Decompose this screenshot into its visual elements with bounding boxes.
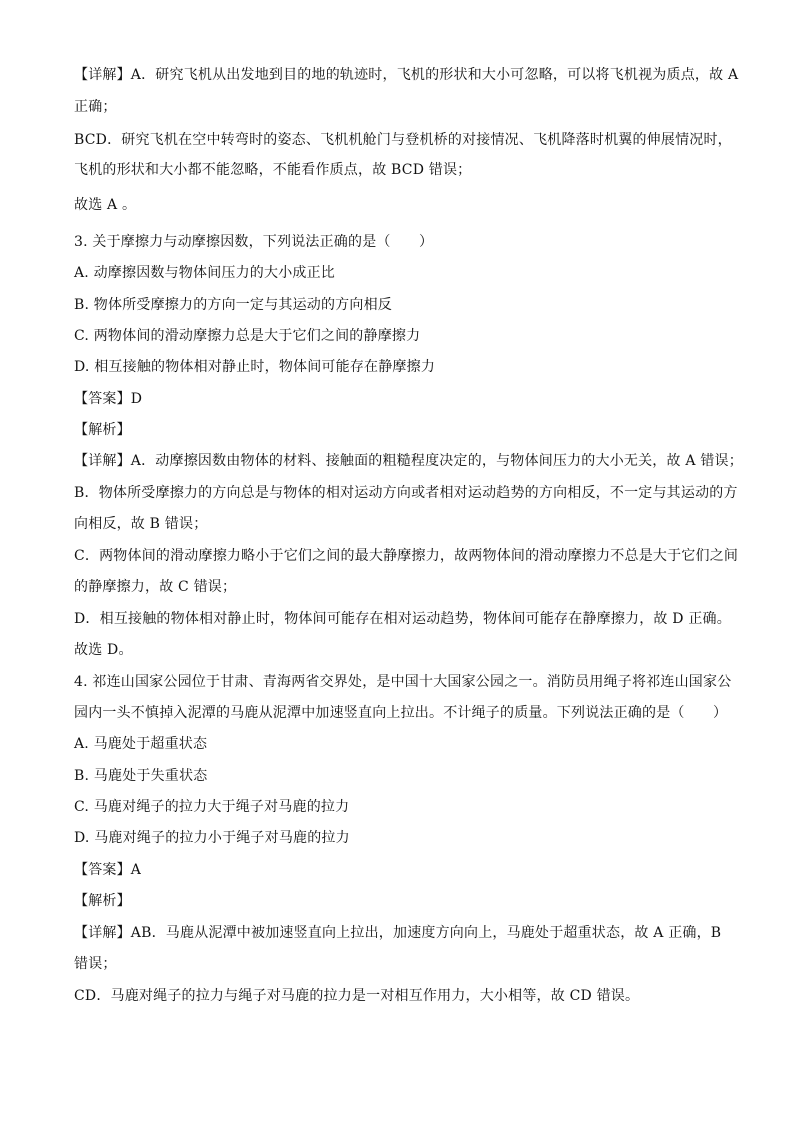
conclusion-line: 故选 D。 <box>74 642 133 658</box>
explanation-line: 【详解】A．研究飞机从出发地到目的地的轨迹时，飞机的形状和大小可忽略，可以将飞机视为质点，故 A <box>74 67 739 83</box>
explanation-line: C．两物体间的滑动摩擦力略小于它们之间的最大静摩擦力，故两物体间的滑动摩擦力不总是大于它们之间 <box>74 548 739 564</box>
question-3-option-c: C. 两物体间的滑动摩擦力总是大于它们之间的静摩擦力 <box>74 328 421 344</box>
conclusion-line: 故选 A 。 <box>74 197 137 213</box>
explanation-line: 的静摩擦力，故 C 错误； <box>74 579 237 595</box>
answer-label: 【答案】D <box>74 391 143 407</box>
explanation-line: 向相反，故 B 错误； <box>74 516 208 532</box>
question-4-stem: 4. 祁连山国家公园位于甘肃、青海两省交界处，是中国十大国家公园之一。消防员用绳子将祁连山国家公 <box>74 674 732 690</box>
question-4-option-b: B. 马鹿处于失重状态 <box>74 768 208 784</box>
explanation-line: 正确； <box>74 99 117 115</box>
question-4-option-a: A. 马鹿处于超重状态 <box>74 736 208 752</box>
analysis-label: 【解析】 <box>74 893 131 909</box>
explanation-line: 【详解】A．动摩擦因数由物体的材料、接触面的粗糙程度决定的，与物体间压力的大小无关，故 A 错误； <box>74 453 743 469</box>
question-3-option-d: D. 相互接触的物体相对静止时，物体间可能存在静摩擦力 <box>74 359 436 375</box>
question-3-option-b: B. 物体所受摩擦力的方向一定与其运动的方向相反 <box>74 297 392 313</box>
question-3-stem: 3. 关于摩擦力与动摩擦因数，下列说法正确的是（ ） <box>74 234 434 250</box>
question-4-option-d: D. 马鹿对绳子的拉力小于绳子对马鹿的拉力 <box>74 830 350 846</box>
explanation-line: 【详解】AB．马鹿从泥潭中被加速竖直向上拉出，加速度方向向上，马鹿处于超重状态，故 A 正确，B <box>74 925 722 941</box>
answer-label: 【答案】A <box>74 862 142 878</box>
explanation-line: 飞机的形状和大小都不能忽略，不能看作质点，故 BCD 错误； <box>74 162 472 178</box>
explanation-line: BCD．研究飞机在空中转弯时的姿态、飞机机舱门与登机桥的对接情况、飞机降落时机翼的伸展情况时， <box>74 132 732 148</box>
question-4-option-c: C. 马鹿对绳子的拉力大于绳子对马鹿的拉力 <box>74 799 350 815</box>
explanation-line: 错误； <box>74 956 117 972</box>
question-4-stem: 园内一头不慎掉入泥潭的马鹿从泥潭中加速竖直向上拉出。不计绳子的质量。下列说法正确的是（ ） <box>74 705 728 721</box>
explanation-line: D．相互接触的物体相对静止时，物体间可能存在相对运动趋势，物体间可能存在静摩擦力，故 D 正确。 <box>74 611 731 627</box>
analysis-label: 【解析】 <box>74 422 131 438</box>
explanation-line: CD．马鹿对绳子的拉力与绳子对马鹿的拉力是一对相互作用力，大小相等，故 CD 错误。 <box>74 988 640 1004</box>
explanation-line: B．物体所受摩擦力的方向总是与物体的相对运动方向或者相对运动趋势的方向相反，不一定与其运动的方 <box>74 485 738 501</box>
question-3-option-a: A. 动摩擦因数与物体间压力的大小成正比 <box>74 265 336 281</box>
